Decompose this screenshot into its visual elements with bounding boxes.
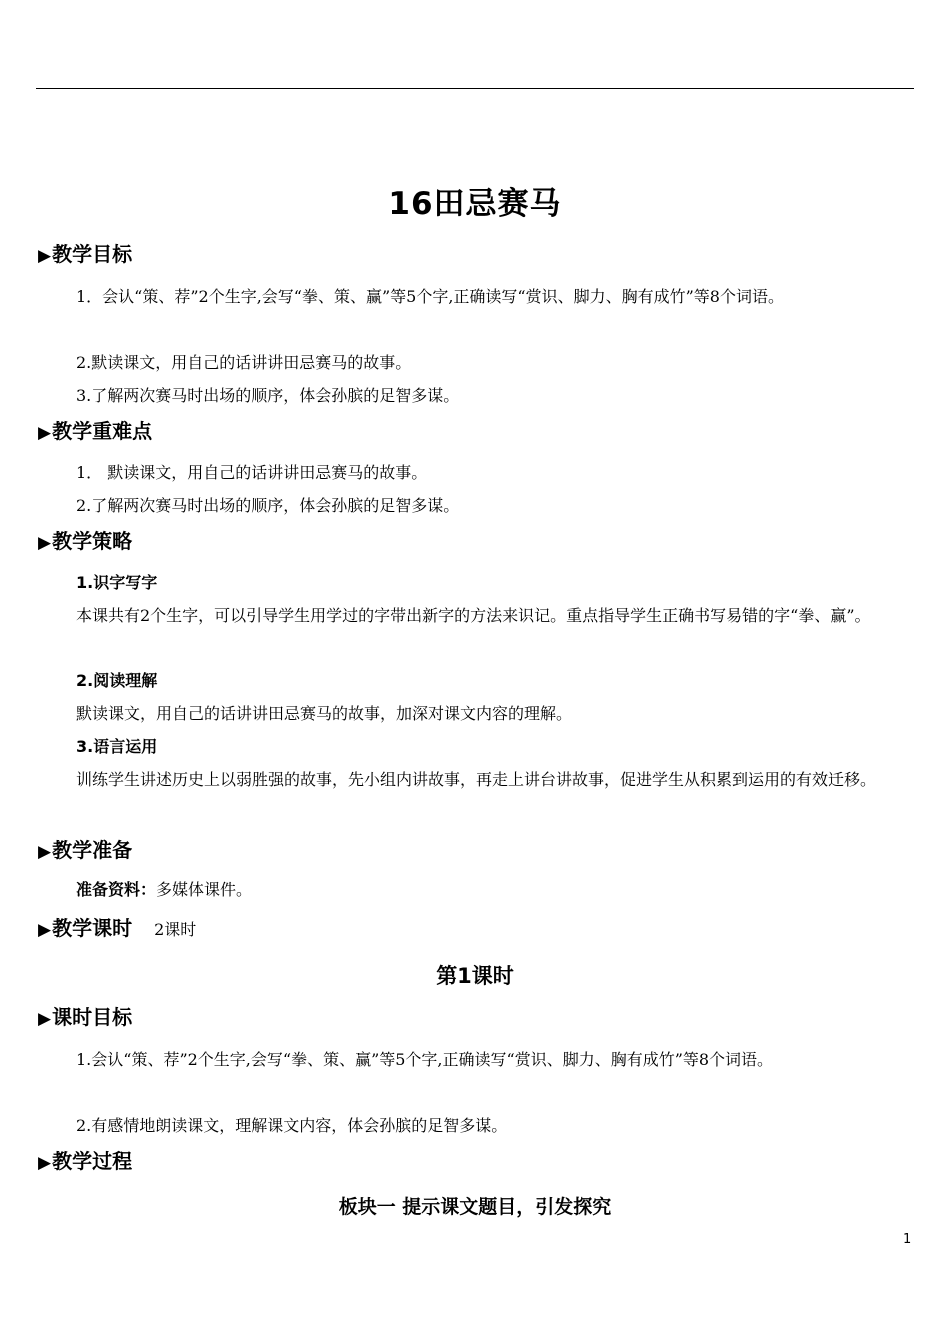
header-rule (36, 88, 914, 89)
triangle-marker-icon: ▶ (38, 533, 52, 553)
strategy-text: 默读课文，用自己的话讲讲田忌赛马的故事，加深对课文内容的理解。 (76, 704, 573, 723)
heading-preparation (38, 836, 132, 866)
lesson-title: 第1课时 (436, 964, 514, 988)
objective-item: 3.了解两次赛马时出场的顺序，体会孙膑的足智多谋。 (76, 386, 460, 405)
heading-strategy (38, 527, 132, 557)
heading-lesson-goals (38, 1003, 132, 1033)
triangle-marker-icon: ▶ (38, 1153, 52, 1173)
block-title: 板块一 提示课文题目，引发探究 (338, 1196, 612, 1218)
heading-key-points (38, 417, 152, 447)
heading-objectives (38, 240, 132, 270)
triangle-marker-icon: ▶ (38, 920, 52, 940)
lesson-goal-item: 2.有感情地朗读课文，理解课文内容，体会孙膑的足智多谋。 (76, 1116, 508, 1135)
strategy-subtitle: 1.识字写字 (76, 573, 158, 592)
heading-class-hours (38, 914, 196, 944)
strategy-text: 训练学生讲述历史上以弱胜强的故事，先小组内讲故事，再走上讲台讲故事，促进学生从积累到运用的有效迁移。 (76, 770, 877, 789)
strategy-text: 本课共有2个生字，可以引导学生用学过的字带出新字的方法来识记。重点指导学生正确书写易错的字“拳、赢”。 (76, 606, 871, 625)
heading-text: 教学过程 (52, 1149, 133, 1173)
preparation-line (76, 877, 252, 903)
triangle-marker-icon: ▶ (38, 423, 52, 443)
document-title: 16田忌赛马 (388, 186, 562, 222)
heading-text: 教学重难点 (52, 419, 153, 443)
heading-text: 教学课时 (52, 916, 133, 940)
key-point-item: 2.了解两次赛马时出场的顺序，体会孙膑的足智多谋。 (76, 496, 460, 515)
heading-process (38, 1147, 132, 1177)
key-point-item: 1． 默读课文，用自己的话讲讲田忌赛马的故事。 (76, 463, 428, 482)
triangle-marker-icon: ▶ (38, 842, 52, 862)
strategy-subtitle: 3.语言运用 (76, 737, 158, 756)
lesson-goal-item: 1.会认“策、荐”2个生字,会写“拳、策、赢”等5个字,正确读写“赏识、脚力、胸有成竹”等8个词语。 (76, 1050, 774, 1069)
page-number: 1 (903, 1232, 912, 1247)
heading-text: 教学目标 (52, 242, 133, 266)
triangle-marker-icon: ▶ (38, 246, 52, 266)
triangle-marker-icon: ▶ (38, 1009, 52, 1029)
preparation-label: 准备资料： (76, 880, 157, 899)
heading-text: 课时目标 (52, 1005, 133, 1029)
strategy-subtitle: 2.阅读理解 (76, 671, 158, 690)
objective-item: 2.默读课文，用自己的话讲讲田忌赛马的故事。 (76, 353, 412, 372)
class-hours-value: 2课时 (154, 920, 197, 939)
objective-item: 1．会认“策、荐”2个生字,会写“拳、策、赢”等5个字,正确读写“赏识、脚力、胸有成竹”等8个词语。 (76, 287, 784, 306)
heading-text: 教学准备 (52, 838, 133, 862)
heading-text: 教学策略 (52, 529, 133, 553)
preparation-value: 多媒体课件。 (156, 880, 253, 899)
